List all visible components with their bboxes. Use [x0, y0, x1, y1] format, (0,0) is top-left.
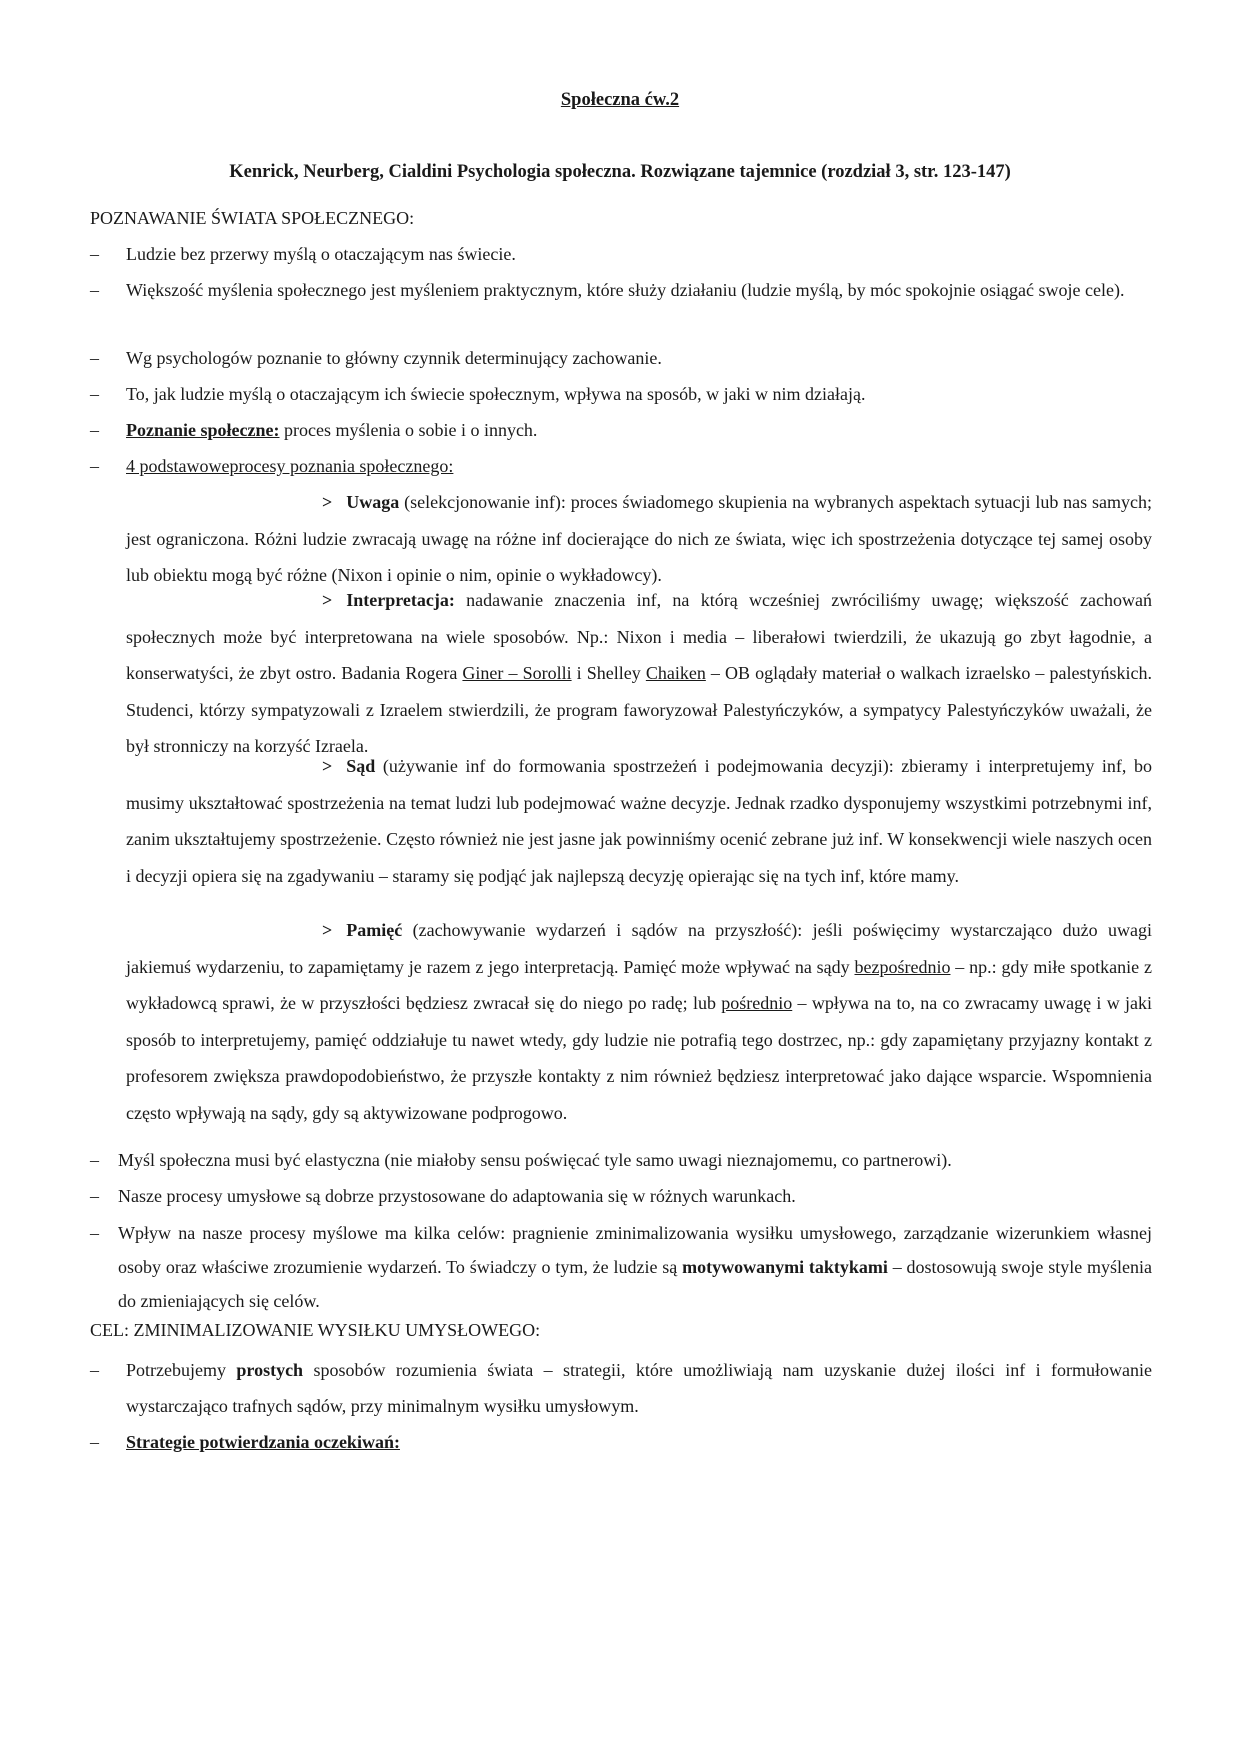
bullet-dash: – — [90, 456, 99, 476]
sub-item-text: (używanie inf do formowania spostrzeżeń i podejmowania decyzji): zbieramy i interpretujemy inf, bo musimy ukształtować spostrzeżenia na temat ludzi lub podejmować ważne decyzje. Jednak rzadko dysponujemy wszystkimi potrzebnymi inf, zanim ukształtujemy spostrzeżenie. Często również nie jest jasne jak powinniśmy ocenić zebrane już inf. W konsekwencji wiele naszych ocen i decyzji opiera się na zgadywaniu – staramy się podjąć jak najlepszą decyzję opierając się na tych inf, które mamy. — [126, 756, 1152, 886]
list-item-text — [126, 448, 1152, 484]
list-item-text: To, jak ludzie myślą o otaczającym ich świecie społecznym, wpływa na sposób, w jaki w nim działają. — [126, 384, 866, 404]
underlined-heading: 4 podstawoweprocesy poznania społecznego: — [126, 456, 454, 476]
bullet-dash: – — [90, 1432, 99, 1452]
list-item-text: Wg psychologów poznanie to główny czynnik determinujący zachowanie. — [126, 348, 662, 368]
sub-item-attention — [126, 484, 1152, 594]
section-heading: CEL: ZMINIMALIZOWANIE WYSIŁKU UMYSŁOWEGO: — [90, 1320, 541, 1340]
list-item — [90, 1216, 1152, 1318]
sub-item-text: – wpływa na to, na co zwracamy uwagę i w jaki sposób to interpretujemy, pamięć oddziałuje tu nawet wtedy, gdy ludzie nie potrafią tego dostrzec, np.: gdy zapamiętany przyjazny kontakt z profesorem zwiększa prawdopodobieństwo, że przyszłe kontakty z nim również będziesz interpretować jako dające wsparcie. Wspomnienia często wpływają na sądy, gdy są aktywizowane podprogowo. — [126, 993, 1152, 1123]
document-subtitle: Kenrick, Neurberg, Cialdini Psychologia społeczna. Rozwiązane tajemnice (rozdział 3, str. 123-147) — [229, 162, 1011, 182]
list-item-text: Ludzie bez przerwy myślą o otaczającym nas świecie. — [126, 244, 516, 264]
list-item — [90, 376, 1152, 412]
bullet-dash: – — [90, 244, 99, 264]
document-title: Społeczna ćw.2 — [560, 90, 680, 110]
list-item — [90, 1142, 1152, 1178]
sub-item-term: Interpretacja: — [346, 590, 455, 610]
bullet-dash: – — [90, 1360, 99, 1380]
bullet-dash: – — [90, 348, 99, 368]
underlined-word: bezpośrednio — [854, 956, 951, 977]
underlined-word: pośrednio — [721, 993, 793, 1013]
bullet-dash: – — [90, 1150, 99, 1170]
arrow-marker: > — [322, 920, 333, 940]
list-item — [90, 1178, 1152, 1214]
list-item-text-part: Potrzebujemy — [126, 1360, 237, 1380]
sub-item-memory — [126, 912, 1152, 1131]
bold-term: motywowanymi taktykami — [682, 1257, 888, 1277]
underlined-name: Chaiken — [645, 663, 706, 683]
list-item-text — [126, 412, 1152, 448]
list-item-text — [118, 1216, 1152, 1318]
sub-item-term: Pamięć — [346, 920, 403, 940]
list-item-text — [126, 1424, 1152, 1460]
bullet-dash: – — [90, 384, 99, 404]
list-item-text: Nasze procesy umysłowe są dobrze przystosowane do adaptowania się w różnych warunkach. — [118, 1186, 796, 1206]
term-definition: proces myślenia o sobie i o innych. — [279, 420, 538, 440]
list-item — [90, 1352, 1152, 1424]
bullet-dash: – — [90, 1186, 99, 1206]
sub-item-text: i Shelley — [571, 663, 646, 683]
section-heading: POZNAWANIE ŚWIATA SPOŁECZNEGO: — [90, 208, 415, 228]
arrow-marker: > — [322, 756, 333, 776]
arrow-marker: > — [322, 590, 333, 610]
bullet-dash: – — [90, 1223, 99, 1243]
arrow-marker: > — [322, 492, 333, 512]
list-item — [90, 272, 1152, 308]
sub-item-interpretation — [126, 582, 1152, 765]
underlined-name: Giner – Sorolli — [462, 663, 572, 683]
sub-item-text: (selekcjonowanie inf): proces świadomego skupienia na wybranych aspektach sytuacji lub nas samych; jest ograniczona. Różni ludzie zwracają uwagę na różne inf docierające do nich ze świata, więc ich spostrzeżenia dotyczące tej samej osoby lub obiektu mogą być różne (Nixon i opinie o nim, opinie o wykładowcy). — [126, 492, 1152, 585]
bold-term: prostych — [236, 1360, 304, 1380]
term: Poznanie społeczne: — [126, 420, 280, 440]
sub-item-term: Uwaga — [346, 492, 400, 512]
sub-item-text: (zachowywanie wydarzeń i sądów na przyszłość): jeśli poświęcimy wystarczająco dużo uwagi jakiemuś wydarzeniu, to zapamiętamy je razem z jego interpretacją. Pamięć może wpływać na sądy — [126, 920, 1152, 977]
list-item-text — [126, 1352, 1152, 1424]
list-item — [90, 448, 1152, 484]
sub-item-term: Sąd — [346, 756, 376, 776]
list-item — [90, 1424, 1152, 1460]
list-item-text: Większość myślenia społecznego jest myśleniem praktycznym, które służy działaniu (ludzie myślą, by móc spokojnie osiągać swoje cele). — [126, 280, 1125, 300]
list-item — [90, 236, 1152, 272]
list-item — [90, 340, 1152, 376]
sub-item-text: – np.: gdy miłe spotkanie z wykładowcą sprawi, że w przyszłości będziesz zwracał się do niego po radę; lub — [126, 956, 1152, 1013]
bullet-dash: – — [90, 280, 99, 300]
list-item-text-part: sposobów rozumienia świata – strategii, które umożliwiają nam uzyskanie dużej ilości inf i formułowanie wystarczająco trafnych sądów, przy minimalnym wysiłku umysłowym. — [126, 1360, 1152, 1416]
bullet-dash: – — [90, 420, 99, 440]
sub-item-text: – OB oglądały materiał o walkach izraelsko – palestyńskich. Studenci, którzy sympatyzowali z Izraelem stwierdzili, że program faworyzował Palestyńczyków, a sympatycy Palestyńczyków uważali, że był stronniczy na korzyść Izraela. — [126, 663, 1152, 756]
sub-item-judgement — [126, 748, 1152, 894]
list-item-text-part: Wpływ na nasze procesy myślowe ma kilka celów: pragnienie zminimalizowania wysiłku umysłowego, zarządzanie wizerunkiem własnej osoby oraz właściwe zrozumienie wydarzeń. To świadczy o tym, że ludzie są — [118, 1223, 1152, 1277]
sub-item-text: nadawanie znaczenia inf, na którą wcześniej zwróciliśmy uwagę; większość zachowań społecznych może być interpretowana na wiele sposobów. Np.: Nixon i media – liberałowi twierdzili, że ukazują go zbyt łagodnie, a konserwatyści, że zbyt ostro. Badania Rogera — [126, 590, 1152, 683]
underlined-heading: Strategie potwierdzania oczekiwań: — [126, 1432, 400, 1452]
list-item-text-part: – dostosowują swoje style myślenia do zmieniających się celów. — [118, 1257, 1152, 1311]
list-item — [90, 412, 1152, 448]
list-item-text: Myśl społeczna musi być elastyczna (nie miałoby sensu poświęcać tyle samo uwagi nieznajomemu, co partnerowi). — [118, 1150, 952, 1170]
